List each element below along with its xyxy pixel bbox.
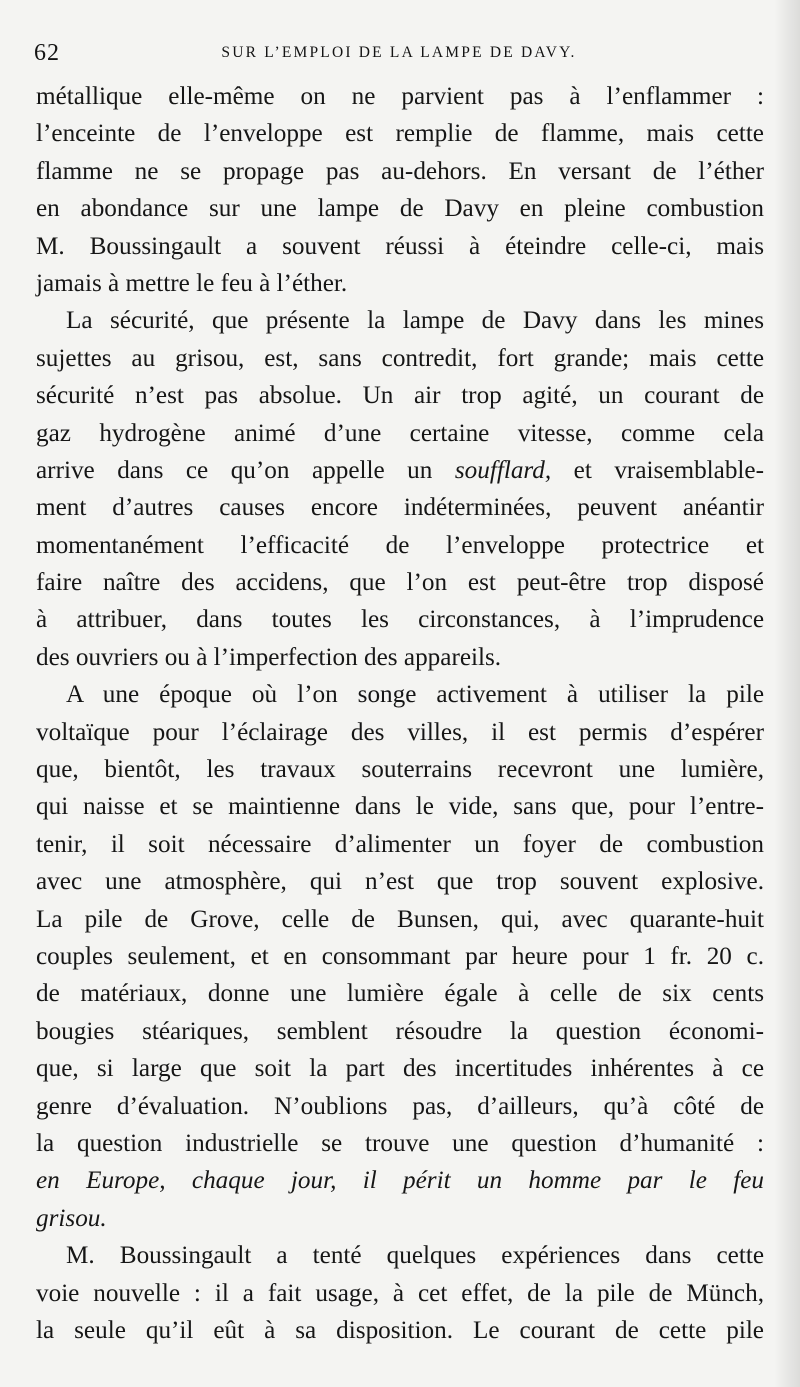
text-line: métallique elle-même on ne parvient pas à l’enflammer : bbox=[36, 83, 764, 110]
text-line: momentanément l’efficacité de l’enveloppe protectrice et bbox=[36, 531, 764, 559]
text-line: à attribuer, dans toutes les circonstances, à l’imprudence bbox=[36, 606, 764, 634]
text-line: sécurité n’est pas absolue. Un air trop agité, un courant de bbox=[36, 382, 764, 410]
text-line: qui naisse et se maintienne dans le vide, sans que, pour l’entre- bbox=[36, 793, 764, 821]
text-line: l’enceinte de l’enveloppe est remplie de flamme, mais cette bbox=[36, 120, 764, 148]
text-line: des ouvriers ou à l’imperfection des appareils. bbox=[36, 643, 502, 671]
text-line: bougies stéariques, semblent résoudre la question économi- bbox=[36, 1017, 764, 1045]
text-line: La pile de Grove, celle de Bunsen, qui, avec quarante-huit bbox=[36, 905, 764, 933]
text-line: La sécurité, que présente la lampe de Davy dans les mines bbox=[66, 307, 764, 335]
text-line: avec une atmosphère, qui n’est que trop souvent explosive. bbox=[36, 868, 764, 896]
text-line: la seule qu’il eût à sa disposition. Le courant de cette pile bbox=[36, 1316, 764, 1344]
text-line: A une époque où l’on songe activement à utiliser la pile bbox=[66, 681, 764, 709]
text-line: tenir, il soit nécessaire d’alimenter un foyer de combustion bbox=[36, 830, 764, 858]
text-line: M. Boussingault a souvent réussi à éteindre celle-ci, mais bbox=[36, 232, 764, 260]
italic-term: soufflard, bbox=[454, 456, 552, 484]
text-line: de matériaux, donne une lumière égale à celle de six cents bbox=[36, 980, 764, 1008]
page-edge-shadow bbox=[774, 0, 800, 1387]
page-number: 62 bbox=[34, 40, 60, 66]
text-line: jamais à mettre le feu à l’éther. bbox=[36, 269, 348, 297]
text-line: M. Boussingault a tenté quelques expériences dans cette bbox=[66, 1242, 764, 1270]
text-line: sujettes au grisou, est, sans contredit, fort grande; mais cette bbox=[36, 344, 764, 372]
text-line: genre d’évaluation. N’oublions pas, d’ailleurs, qu’à côté de bbox=[36, 1092, 764, 1120]
page-header bbox=[34, 40, 764, 74]
body-text bbox=[36, 78, 764, 1349]
text-line bbox=[36, 452, 764, 489]
text-segment: arrive dans ce qu’on appelle un bbox=[36, 456, 455, 484]
text-line: la question industrielle se trouve une question d’humanité : bbox=[36, 1129, 764, 1157]
text-line: voltaïque pour l’éclairage des villes, il est permis d’espérer bbox=[36, 718, 764, 746]
text-line: flamme ne se propage pas au-dehors. En versant de l’éther bbox=[36, 157, 764, 185]
text-line: voie nouvelle : il a fait usage, à cet effet, de la pile de Münch, bbox=[36, 1279, 764, 1307]
text-line: couples seulement, et en consommant par heure pour 1 fr. 20 c. bbox=[36, 942, 764, 970]
italic-text-line: grisou. bbox=[36, 1204, 107, 1232]
text-line: faire naître des accidens, que l’on est peut-être trop disposé bbox=[36, 569, 764, 597]
text-segment: et vraisemblable- bbox=[551, 456, 764, 484]
text-line: en abondance sur une lampe de Davy en pleine combustion bbox=[36, 195, 764, 223]
text-line: que, bientôt, les travaux souterrains recevront une lumière, bbox=[36, 756, 764, 784]
italic-text-line: en Europe, chaque jour, il périt un homme par le feu bbox=[36, 1167, 764, 1195]
text-line: ment d’autres causes encore indéterminées, peuvent anéantir bbox=[36, 494, 764, 522]
running-title: SUR L’EMPLOI DE LA LAMPE DE DAVY. bbox=[221, 44, 577, 61]
text-line: que, si large que soit la part des incertitudes inhérentes à ce bbox=[36, 1055, 764, 1083]
text-line: gaz hydrogène animé d’une certaine vitesse, comme cela bbox=[36, 419, 764, 447]
